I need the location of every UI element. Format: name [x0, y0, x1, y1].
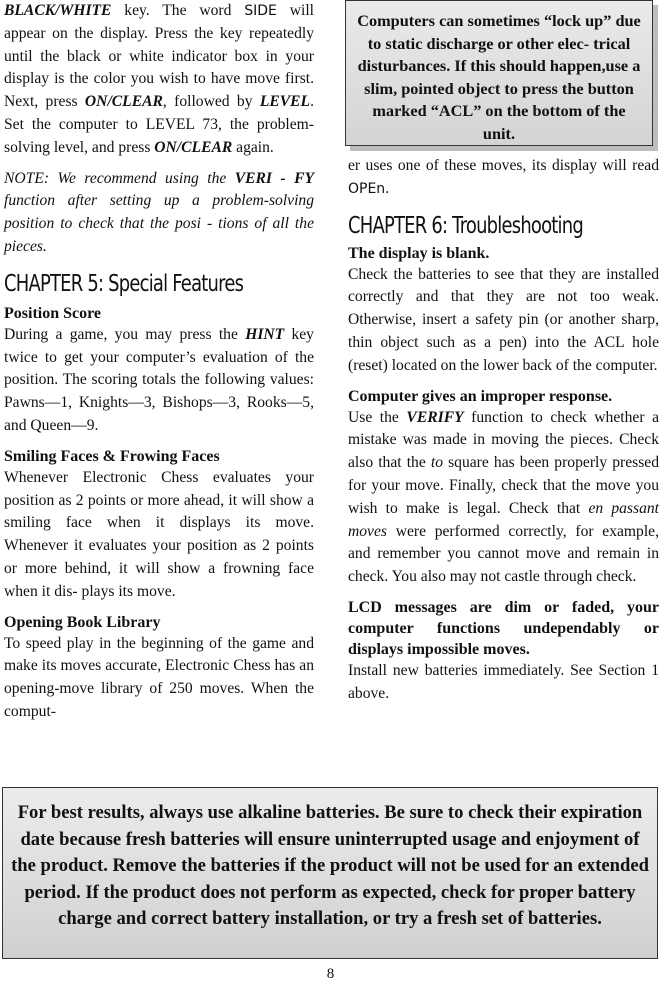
page-number: 8 [326, 966, 335, 982]
left-column [4, 0, 314, 724]
note-text: function after setting up a problem-solving position to check that the posi - tions of all the pieces. [4, 192, 314, 255]
note-paragraph [4, 168, 314, 259]
opening-book-paragraph: To speed play in the beginning of the game and make its moves accurate, Electronic Chess has an opening-move library of 250 moves. When the comput- [4, 634, 314, 720]
on-clear-key: ON/CLEAR [84, 93, 163, 111]
chapter-5-heading: CHAPTER 5: Special Features [4, 270, 244, 297]
improper-text: Use the [348, 408, 407, 426]
continued-text: er uses one of these moves, its display will read [348, 157, 659, 174]
open-display-text: OPEn [348, 180, 386, 197]
chapter-6-heading: CHAPTER 6: Troubleshooting [348, 212, 583, 239]
intro-text: again. [232, 138, 274, 156]
side-display-text: SIDE [244, 3, 277, 19]
battery-notice-box: For best results, always use alkaline batteries. Be sure to check their expiration date because fresh batteries will ensure uninterrupted usage and enjoyment of the product. Remove the batteries if the product will not be used for an extended period. If the product does not perform as expected, check for proper battery charge and correct battery installation, or try a fresh set of batteries. [2, 787, 658, 959]
smiling-faces-heading: Smiling Faces & Frowing Faces [4, 447, 220, 465]
en-passant-text: en passant moves [348, 499, 659, 540]
note-text: NOTE: We recommend using the [4, 169, 235, 187]
position-score-text: During a game, you may press the [4, 325, 246, 343]
intro-text: , followed by [162, 93, 260, 111]
display-blank-heading: The display is blank. [348, 244, 490, 262]
verify-key: VERI - FY [234, 169, 314, 187]
intro-text: key. The word [111, 2, 245, 19]
static-discharge-warning-box: Computers can sometimes “lock up” due to static discharge or other elec- trical disturbances. If this should happen,use a slim, pointed object to press the button marked “ACL” on the bottom of the unit. [345, 0, 653, 146]
improper-text: square has been properly pressed for your move. Finally, check that the move you wish to make is legal. Check that [348, 454, 660, 517]
display-blank-paragraph: Check the batteries to see that they are installed correctly and that they are not too weak. Otherwise, insert a safety pin (or another sharp, thin object such as a pen) into the ACL hole (reset) located on the lower back of the computer. [348, 265, 659, 374]
improper-text: function to check whether a mistake was made in moving the pieces. Check also that the [348, 408, 659, 472]
level-key: LEVEL [259, 93, 311, 111]
to-square-text: to [430, 454, 443, 472]
hint-key: HINT [245, 325, 285, 343]
right-column [348, 155, 659, 706]
opening-continued-paragraph [348, 155, 659, 201]
black-white-key: BLACK/WHITE [4, 2, 112, 19]
position-score-heading: Position Score [4, 304, 102, 322]
opening-book-heading: Opening Book Library [4, 613, 161, 631]
intro-text: will appear on the display. Press the key repeatedly until the black or white indicator box in your display is the color you wish to have move first. Next, press [4, 2, 314, 111]
position-score-text: key twice to get your computer’s evaluation of the position. The scoring totals the following values: Pawns—1, Knights—3, Bishops—3, Rooks—5, and Queen—9. [4, 325, 314, 434]
lcd-messages-heading: LCD messages are dim or faded, your computer functions undependably or displays impossible moves. [348, 598, 659, 658]
smiling-faces-paragraph: Whenever Electronic Chess evaluates your position as 2 points or more ahead, it will show a smiling face when it displays its move. Whenever it evaluates your position as 2 points or more behind, it will show a frowning face when it dis- plays its move. [4, 468, 314, 600]
intro-paragraph [4, 0, 314, 160]
improper-text: were performed correctly, for example, and remember you cannot move and remain in check. You also may not castle through check. [348, 522, 659, 586]
on-clear-key: ON/CLEAR [154, 138, 233, 156]
improper-response-paragraph [348, 407, 659, 589]
intro-text: . Set the computer to LEVEL 73, the problem-solving level, and press [4, 93, 314, 156]
position-score-paragraph [4, 324, 314, 438]
continued-text: . [385, 179, 390, 197]
improper-response-heading: Computer gives an improper response. [348, 387, 613, 405]
lcd-messages-paragraph: Install new batteries immediately. See Section 1 above. [348, 661, 659, 702]
verify-key: VERIFY [406, 408, 464, 426]
